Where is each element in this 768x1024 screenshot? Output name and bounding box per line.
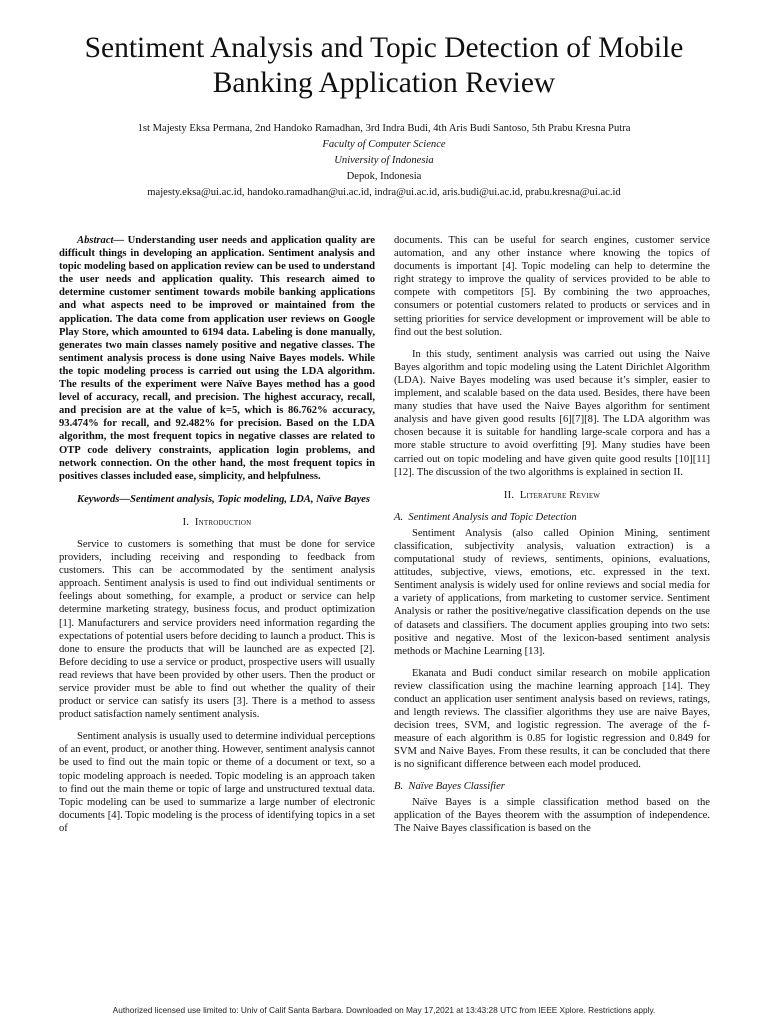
section-heading-introduction [59, 516, 375, 529]
subsection-label: A. [394, 511, 404, 523]
paper-title: Sentiment Analysis and Topic Detection of Mobile Banking Application Review [84, 32, 684, 99]
author-location: Depok, Indonesia [346, 171, 422, 182]
paragraph: documents. This can be useful for search engines, customer service automation, and any other instance where knowing the topics of documents is important [4]. Topic modeling can help to determine the right strategy to improve the quality of services provided to be able to compete with competitors [5]. By combining the two approaches, consumers or potential customers related to products or services and in setting priorities for service development or improvement will be able to find out the best solution. [394, 235, 710, 338]
subsection-heading-b [394, 780, 710, 793]
section-number: I. [182, 516, 190, 528]
subsection-title: Sentiment Analysis and Topic Detection [408, 511, 577, 523]
right-column [394, 234, 710, 835]
section-heading-literature-review [394, 489, 710, 502]
author-names: 1st Majesty Eksa Permana, 2nd Handoko Ramadhan, 3rd Indra Budi, 4th Aris Budi Santoso, 5th Prabu Kresna Putra [137, 123, 631, 134]
keywords-lead: Keywords— [77, 493, 130, 505]
keywords [59, 493, 375, 506]
subsection-heading-a [394, 511, 710, 524]
section-title: Introduction [194, 516, 252, 528]
left-column [59, 234, 375, 835]
paragraph: Sentiment Analysis (also called Opinion Mining, sentiment classification, subjectivity analysis, valuation extraction) is a computational study of reviews, sentiments, opinions, evaluations, attitudes, subjective, views, emotions, etc. expressed in the text. Sentiment analysis is widely used for online reviews and social media for a variety of applications, from marketing to customer service. Sentiment Analysis or rather the positive/negative classification depends on the use of datasets and classifiers. The document applies grouping into two sets: positive and negative. Most of the lexicon-based sentiment analysis methods or Machine Learning [13]. [394, 527, 710, 657]
abstract-text: Understanding user needs and application quality are difficult things in developing an application. Sentiment analysis and topic modeling based on application review can be used to understand the user needs and application quality. This research aimed to determine customer sentiment towards mobile banking applications and what aspects need to be improved or maintained from the application. The data come from application user reviews on Google Play Store, which amounted to 6194 data. Labeling is done manually, generates two main classes namely positive and negative classes. The sentiment analysis process is done using Naive Bayes models. While the topic modeling process is carried out using the LDA algorithm. The results of the experiment were Naïve Bayes method has a good level of accuracy, recall, and precision. The highest accuracy, recall, and precision are at the value of k=5, which is 86.762% accuracy, 93.474% for recall, and 92.482% for precision. Based on the LDA algorithm, the most frequent topics in negative classes are related to OTP code delivery constraints, application login problems, and network connection. On the other hand, the most frequent topics in positives classes included ease, simplicity, and helpfulness. [59, 235, 375, 482]
paragraph: Sentiment analysis is usually used to determine individual perceptions of an event, product, or another thing. However, sentiment analysis cannot be used to find out the main topic or theme of a document or text, so a topic modeling approach is needed. Topic modeling is an approach taken to find out the main theme or topic of large and unstructured textual data. Topic modeling can be used to summarize a large number of electronic documents [4]. Topic modeling is the process of identifying topics in a set of [59, 731, 375, 834]
paragraph: Service to customers is something that must be done for service providers, including receiving and responding to feedback from customers. This can be accommodated by the sentiment analysis approach. Sentiment analysis is used to find out individual sentiments or feelings about something, for example, a product or service can help determine marketing strategy, business focus, and product optimization [1]. Manufacturers and service providers need information regarding the expectations of potential users before deciding to launch a product. This is done to ensure the products that will be launched are as expected [2]. Before deciding to use a service or product, prospective users will usually read reviews that have been provided by other users. Then the product or service provider must be able to find out whether the quality of their product or service can satisfy its users [3]. There is a method to assess product satisfaction namely sentiment analysis. [59, 538, 375, 721]
paragraph: In this study, sentiment analysis was carried out using the Naive Bayes algorithm and topic modeling using the Latent Dirichlet Algorithm (LDA). Naive Bayes modeling was used because it’s simpler, easier to implement, and scalable based on the data used. Besides, there have been many studies that have used the Naive Bayes algorithm for sentiment analysis and have given good results [6][7][8]. The LDA algorithm was chosen because it is suitable for handling large-scale corpora and has a more stable structure to avoid overfitting [9]. Many studies have been carried out on topic modeling and have given quite good results [10][11][12]. The discussion of the two algorithms is explained in section II. [394, 348, 710, 478]
keywords-text: Sentiment analysis, Topic modeling, LDA, Naïve Bayes [129, 493, 370, 505]
author-faculty: Faculty of Computer Science [322, 139, 446, 150]
subsection-title: Naïve Bayes Classifier [408, 780, 505, 792]
author-university: University of Indonesia [334, 155, 434, 166]
author-block [40, 121, 728, 201]
author-emails: majesty.eksa@ui.ac.id, handoko.ramadhan@ui.ac.id, indra@ui.ac.id, aris.budi@ui.ac.id, prabu.kresna@ui.ac.id [147, 187, 621, 198]
section-title: Literature Review [519, 489, 601, 501]
abstract-lead: Abstract— [77, 235, 125, 246]
license-footer: Authorized licensed use limited to: Univ of Calif Santa Barbara. Downloaded on May 17,2021 at 13:43:28 UTC from IEEE Xplore. Restrictions apply. [112, 1005, 656, 1015]
paragraph: Naïve Bayes is a simple classification method based on the application of the Bayes theorem with the assumption of independence. The Naive Bayes classification is based on the [394, 796, 710, 834]
paragraph: Ekanata and Budi conduct similar research on mobile application review classification using the machine learning approach [14]. They conduct an application user sentiment analysis based on reviews, ratings, and length reviews. The classifier algorithms they use are naive Bayes, decision trees, SVM, and logistic regression. The average of the f-measure of each algorithm is 0.85 for logistic regression and 0.849 for SVM and Naive Bayes. From these results, it can be concluded that there is no significant difference between each model produced. [394, 667, 710, 771]
abstract [59, 234, 375, 483]
section-number: II. [503, 489, 515, 501]
subsection-label: B. [394, 780, 404, 792]
